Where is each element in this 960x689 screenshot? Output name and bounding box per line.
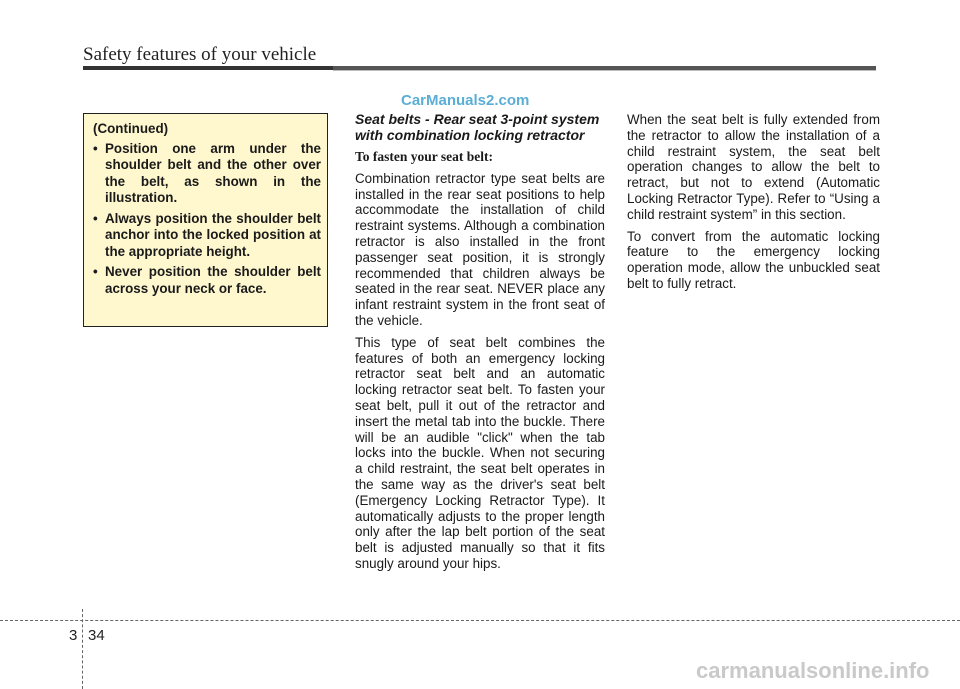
content-column-middle — [355, 112, 605, 578]
body-paragraph: This type of seat belt combines the features of both an emergency locking retractor seat belt and an automatic locking retractor seat belt. To fasten your seat belt, pull it out of the retractor and insert the metal tab into the buckle. There will be an audible "click" when the tab locks into the buckle. When not securing a child restraint, the seat belt operates in the same way as the driver's seat belt (Emergency Locking Retractor Type). It automatically adjusts to the proper length only after the lap belt portion of the seat belt is adjusted manually so that it fits snugly around your hips. — [355, 334, 605, 571]
watermark-logo-top: CarManuals2.com — [401, 92, 530, 109]
warning-item: • Always position the shoulder belt anchor into the locked position at the appropriate height. — [93, 211, 321, 261]
chapter-number: 3 — [69, 627, 78, 644]
body-paragraph: To convert from the automatic locking feature to the emergency locking operation mode, allow the unbuckled seat belt to fully retract. — [627, 228, 880, 291]
body-paragraph: When the seat belt is fully extended from the retractor to allow the installation of a child restraint system, the seat belt operation changes to allow the belt to retract, but not to extend (Automatic Locking Retractor Type). Refer to “Using a child restraint system” in this section. — [627, 112, 880, 222]
watermark-footer: carmanualsonline.info — [696, 658, 930, 683]
header-rule-thin — [333, 70, 876, 71]
content-column-right — [627, 112, 880, 298]
page-number: 34 — [88, 627, 105, 644]
warning-box — [83, 113, 328, 327]
warning-list — [93, 141, 321, 298]
section-subhead: To fasten your seat belt: — [355, 149, 493, 164]
warning-item: • Position one arm under the shoulder belt and the other over the belt, as shown in the illustration. — [93, 141, 321, 207]
footer-vertical-rule — [82, 609, 83, 689]
warning-item: • Never position the shoulder belt across your neck or face. — [93, 264, 321, 297]
section-title: Seat belts - Rear seat 3-point system with combination locking retractor — [355, 111, 600, 143]
warning-continued-label: (Continued) — [93, 121, 169, 136]
footer-dashed-rule — [0, 620, 960, 621]
body-paragraph: Combination retractor type seat belts are installed in the rear seat positions to help accommodate the installation of child restraint systems. Although a combination retractor is also installed in the front passenger seat position, it is strongly recommended that children always be seated in the rear seat. NEVER place any infant restraint system in the front seat of the vehicle. — [355, 170, 605, 328]
page-header-title: Safety features of your vehicle — [83, 44, 317, 65]
